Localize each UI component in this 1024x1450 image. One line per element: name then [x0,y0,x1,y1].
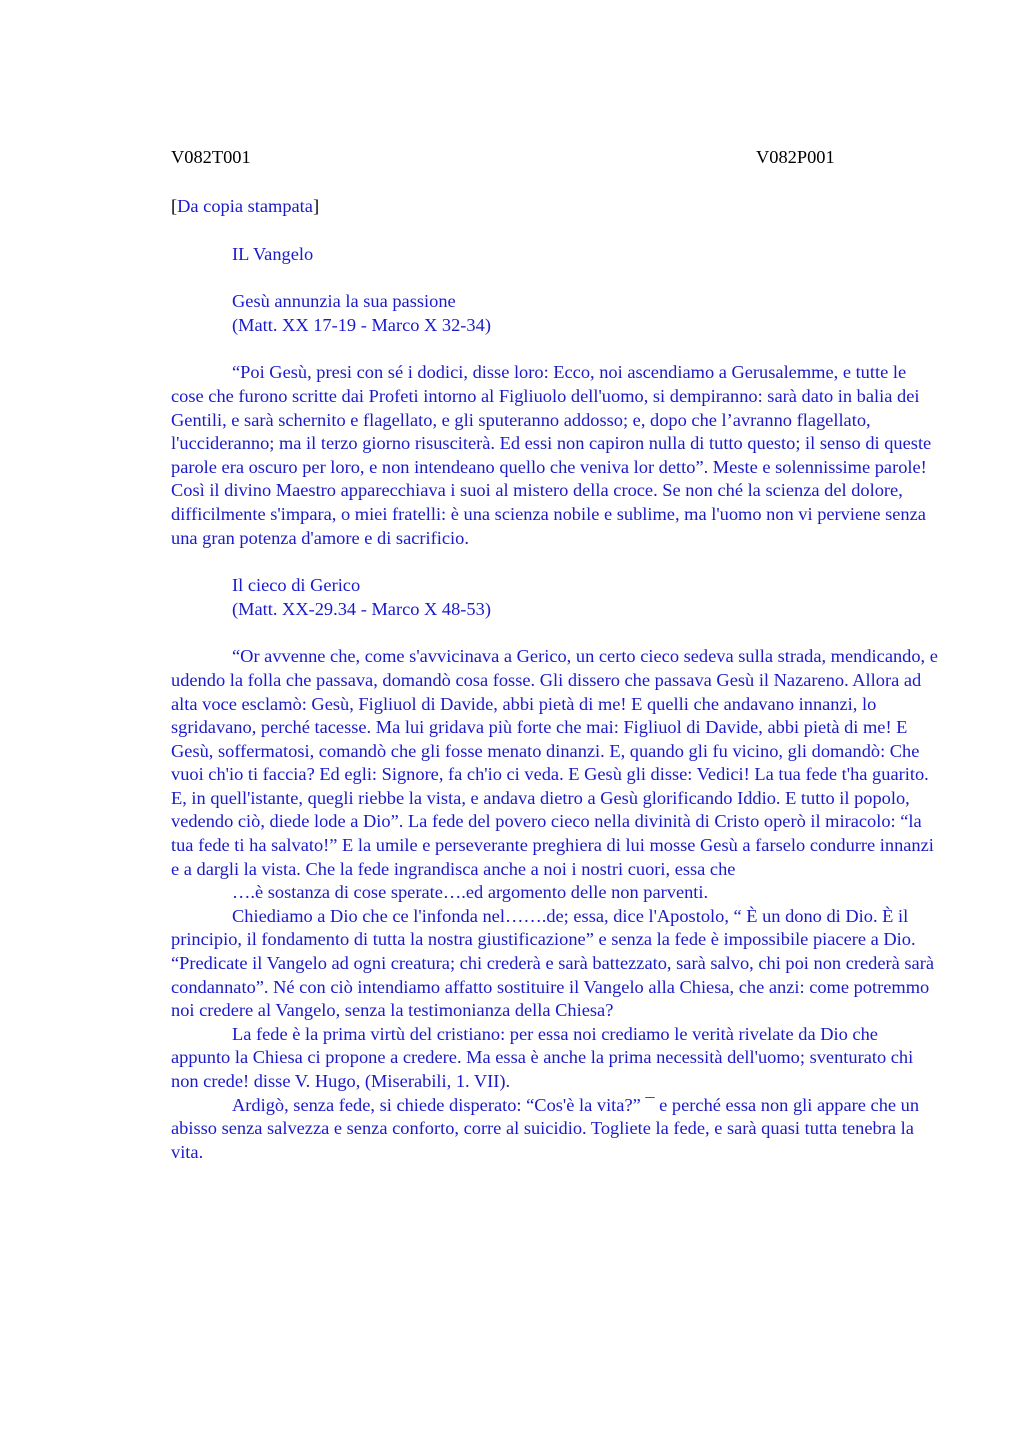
source-note [171,195,941,219]
paragraph: Chiediamo a Dio che ce l'infonda nel…….de; essa, dice l'Apostolo, “ È un dono di Dio. È il principio, il fondamento di tutta la nostra giustificazione” e senza la fede è impossibile piacere a Dio. “Predicate il Vangelo ad ogni creatura; chi crederà e sarà battezzato, sarà salvo, chi poi non crederà sarà condannato”. Né con ciò intendiamo affatto sostituire il Vangelo alla Chiesa, che anzi: come potremmo noi credere al Vangelo, senza la testimonianza della Chiesa? [171,905,934,1021]
section-reference: (Matt. XX-29.34 - Marco X 48-53) [232,598,491,619]
section-heading: Il cieco di Gerico [232,575,361,596]
paragraph: La fede è la prima virtù del cristiano: per essa noi crediamo le verità rivelate da Dio che appunto la Chiesa ci propone a credere. Ma essa è anche la prima necessità dell'uomo; sventurato chi non crede! disse V. Hugo, (Miserabili, 1. VII). [171,1023,914,1091]
section-passion [171,290,941,550]
source-note-text: Da copia stampata [177,196,313,216]
source-note-close-bracket: ] [312,196,320,216]
paragraph: Ardigò, senza fede, si chiede disperato: “Cos'è la vita?” ¯ e perché essa non gli appare che un abisso senza salvezza e senza conforto, corre al suicidio. Togliete la fede, e sarà quasi tutta tenebra la vita. [171,1094,920,1162]
document-code-left: V082T001 [171,147,251,167]
section-heading: Gesù annunzia la sua passione [232,291,456,312]
paragraph: “Poi Gesù, presi con sé i dodici, disse loro: Ecco, noi ascendiamo a Gerusalemme, e tutte le cose che furono scritte dai Profeti intorno al Figliuolo dell'uomo, si dempiranno: sarà dato in balia dei Gentili, e sarà schernito e flagellato, e gli sputeranno addosso; e, dopo che l’avranno flagellato, l'uccideranno; ma il terzo giorno risusciterà. Ed essi non capiron nulla di tutto questo; il senso di queste parole era oscuro per loro, e non intendeano quello che veniva lor detto”. Meste e solennissime parole! Così il divino Maestro apparecchiava i suoi al mistero della croce. Se non ché la scienza del dolore, difficilmente s'impara, o miei fratelli: è una scienza nobile e sublime, ma l'uomo non vi perviene senza una gran potenza d'amore e di sacrificio. [171,362,932,548]
document-code-right: V082P001 [756,147,835,167]
section-reference: (Matt. XX 17-19 - Marco X 32-34) [232,314,491,335]
section-blind-man [171,574,941,1164]
paragraph: “Or avvenne che, come s'avvicinava a Gerico, un certo cieco sedeva sulla strada, mendicando, e udendo la folla che passava, domandò cosa fosse. Gli dissero che passava Gesù il Nazareno. Allora ad alta voce esclamò: Gesù, Figliuol di Davide, abbi pietà di me! E quelli che andavano innanzi, lo sgridavano, perché tacesse. Ma lui gridava più forte che mai: Figliuol di Davide, abbi pietà di me! E Gesù, soffermatosi, comandò che gli fosse menato dinanzi. E, quando gli fu vicino, gli domandò: Che vuoi ch'io ti faccia? Ed egli: Signore, fa ch'io ci veda. E Gesù gli disse: Vedici! La tua fede t'ha guarito. E, in quell'istante, quegli riebbe la vista, e andava dietro a Gesù glorificando Iddio. E tutto il popolo, vedendo ciò, diede lode a Dio”. La fede del povero cieco nella divinità di Cristo operò il miracolo: “la tua fede ti ha salvato!” E la umile e perseverante preghiera di lui mosse Gesù a farselo condurre innanzi e a dargli la vista. Che la fede ingrandisca anche a noi i nostri cuori, essa che [171,646,938,879]
document-header [171,146,941,170]
document-title: IL Vangelo [232,243,314,264]
quote-line: ….è sostanza di cose sperate….ed argomento delle non parventi. [232,882,709,903]
document-page [171,146,941,1164]
source-note-open-bracket: [ [171,196,178,216]
